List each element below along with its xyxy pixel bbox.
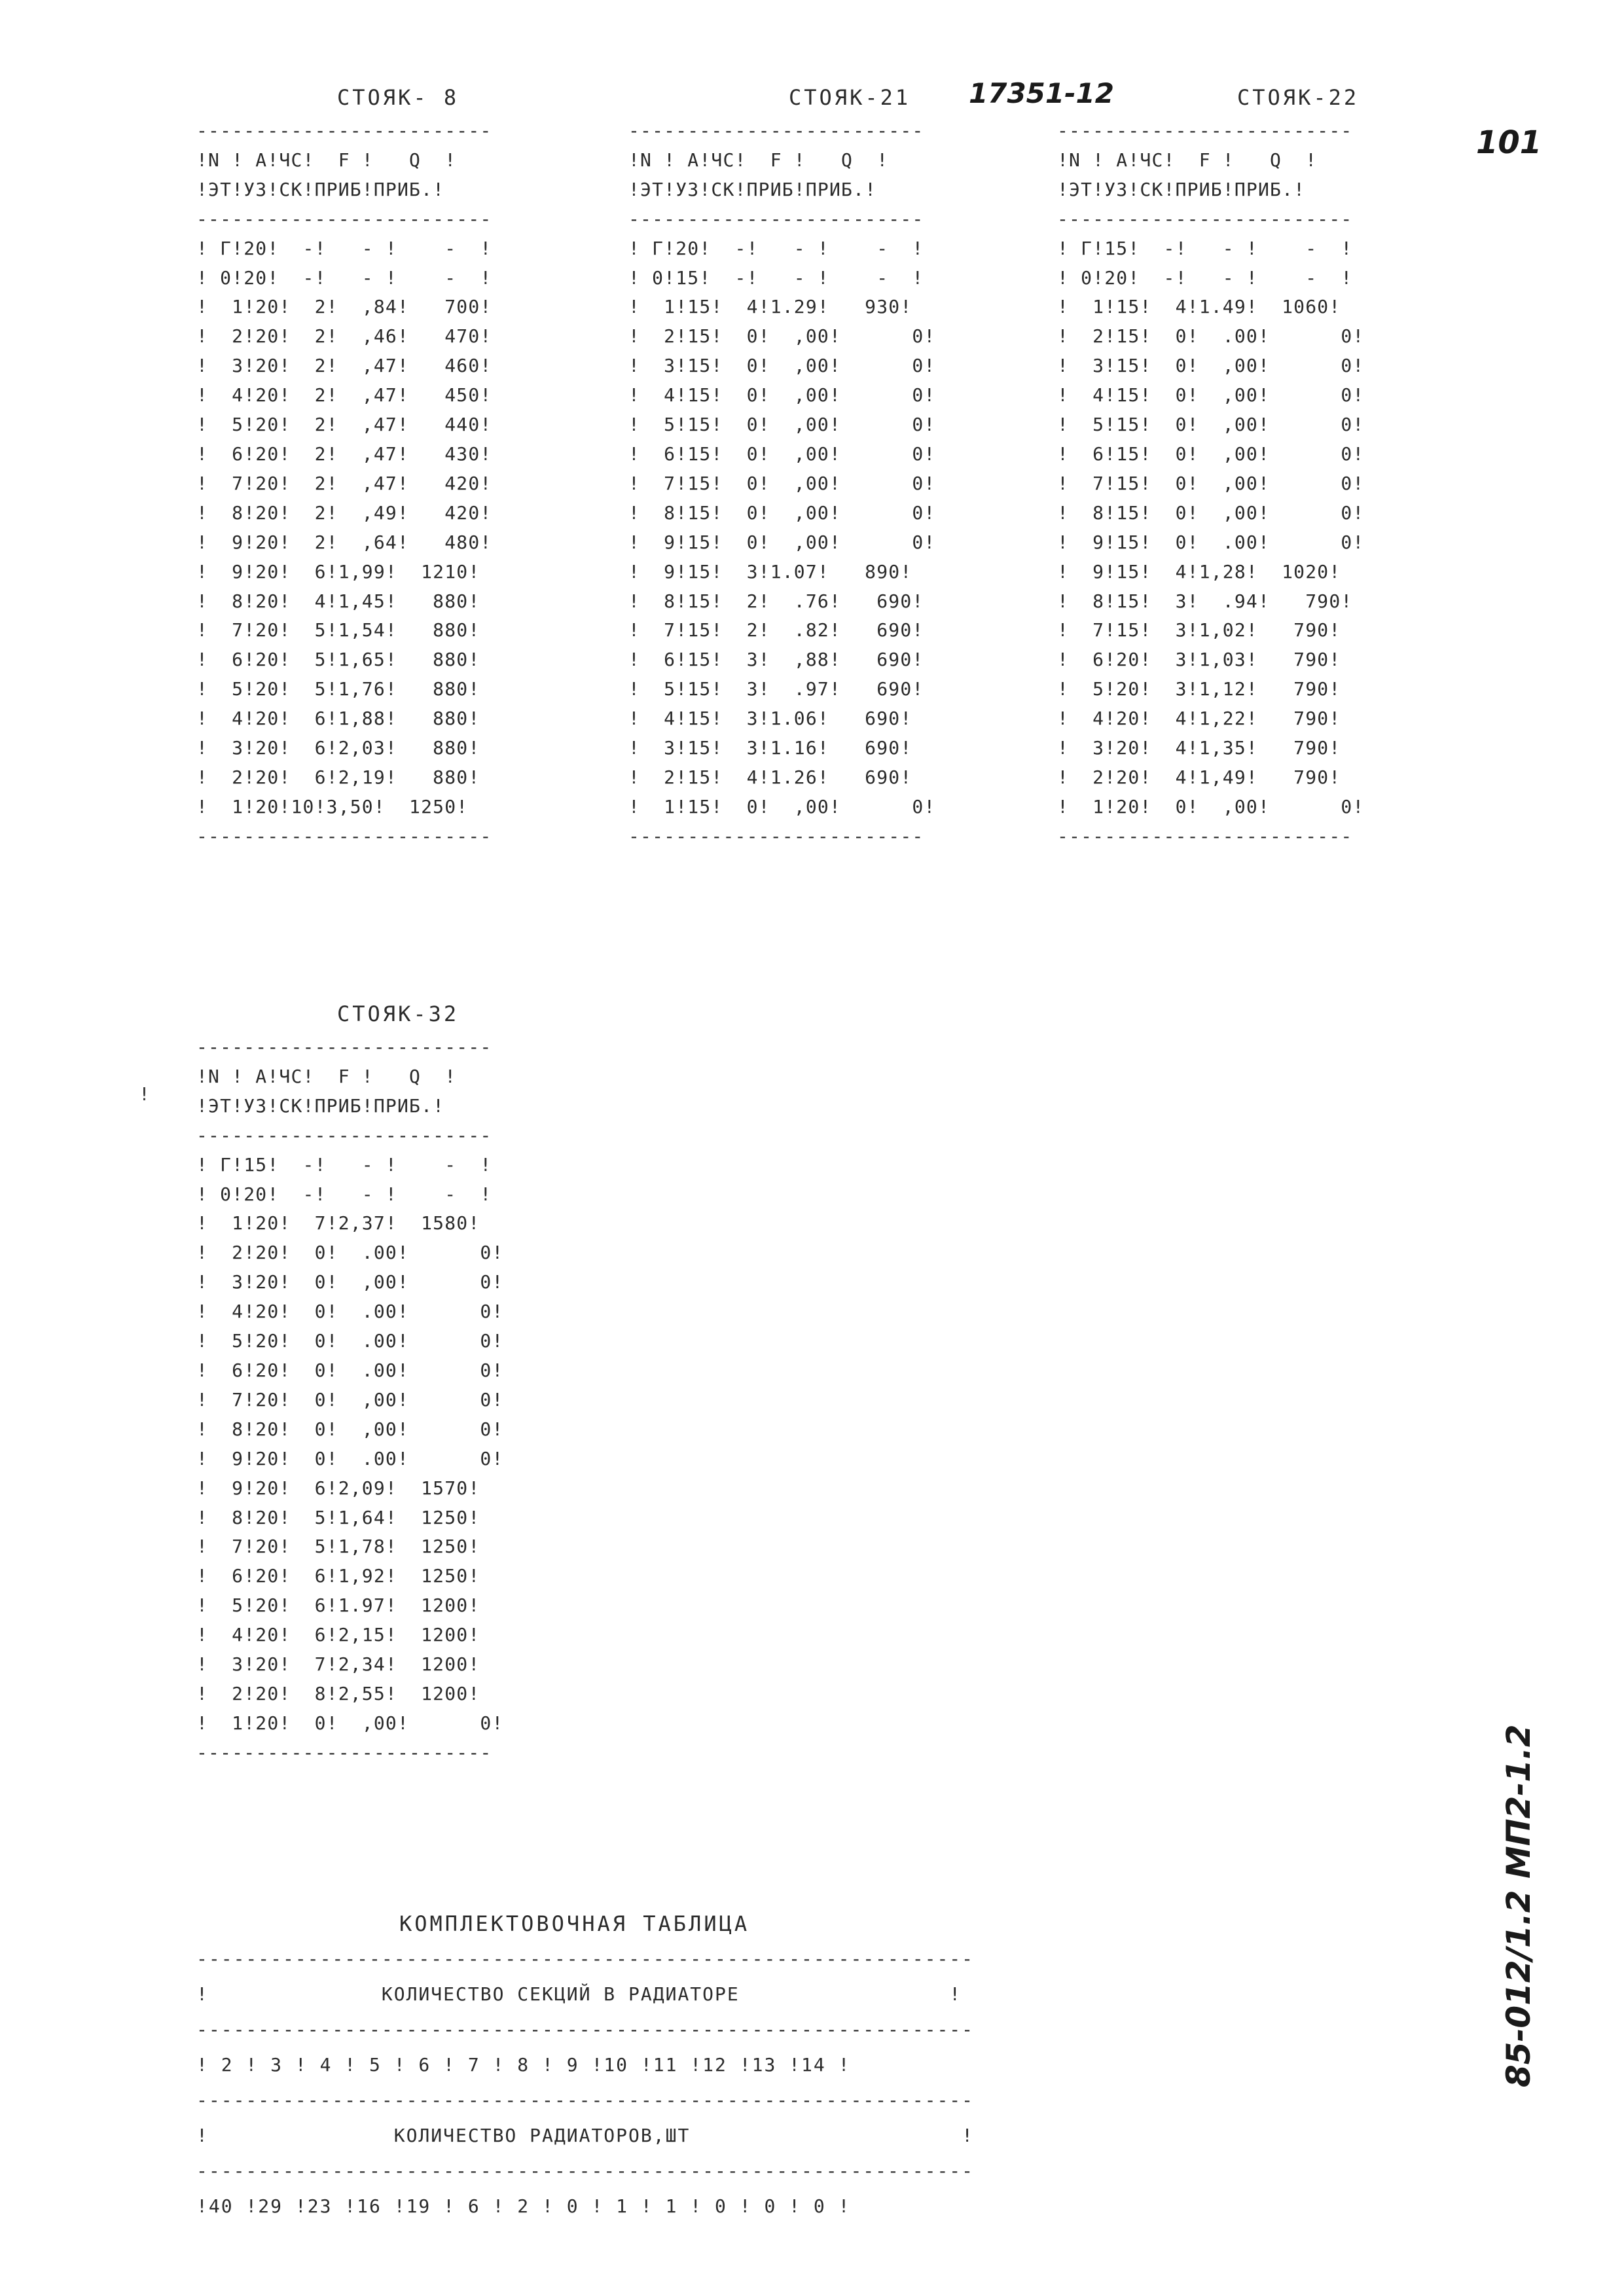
handwritten-doc-number: 17351-12 bbox=[969, 77, 1114, 109]
document-stamp: 85-012/1.2 МП2-1.2 bbox=[1500, 1724, 1538, 2087]
riser-22-table: ------------------------- !N ! А!ЧС! F ! Q ! !ЭТ!УЗ!СК!ПРИБ!ПРИБ.! ------------------------- ! Г!15! -! - ! - ! ! 0!20! -! - ! - ! ! 1!15! 4!1.49! 1060! ! 2!15! 0! .00! 0! ! 3!15! 0! ,00! 0! ! 4!15! 0! ,00! 0! ! 5!15! 0! ,00! 0! ! 6!15! 0! ,00! 0! ! 7!15! 0! ,00! 0! ! 8!15! 0! ,00! 0! ! 9!15! 0! .00! 0! ! 9!15! 4!1,28! 1020! ! 8!15! 3! .94! 790! ! 7!15! 3!1,02! 790! ! 6!20! 3!1,03! 790! ! 5!20! 3!1,12! 790! ! 4!20! 4!1,22! 790! ! 3!20! 4!1,35! 790! ! 2!20! 4!1,49! 790! ! 1!20! 0! ,00! 0! ------------------------- bbox=[1057, 120, 1365, 847]
summary-table: --------------------------------------------------------------- ! КОЛИЧЕСТВО СЕКЦИЙ В РАДИАТОРЕ ! --------------------------------------------------------------- ! 2 ! 3 ! 4 ! 5 ! 6 ! 7 ! 8 ! 9 !10 !11 !12 !13 !14 ! --------------------------------------------------------------- ! КОЛИЧЕСТВО РАДИАТОРОВ,ШТ ! --------------------------------------------------------------- !40 !29 !23 !16 !19 ! 6 ! 2 ! 0 ! 1 ! 1 ! 0 ! 0 ! 0 ! bbox=[196, 1948, 975, 2217]
riser-32-table: ------------------------- !N ! А!ЧС! F ! Q ! !ЭТ!УЗ!СК!ПРИБ!ПРИБ.! ------------------------- ! Г!15! -! - ! - ! ! 0!20! -! - ! - ! ! 1!20! 7!2,37! 1580! ! 2!20! 0! .00! 0! ! 3!20! 0! ,00! 0! ! 4!20! 0! .00! 0! ! 5!20! 0! .00! 0! ! 6!20! 0! .00! 0! ! 7!20! 0! ,00! 0! ! 8!20! 0! ,00! 0! ! 9!20! 0! .00! 0! ! 9!20! 6!2,09! 1570! ! 8!20! 5!1,64! 1250! ! 7!20! 5!1,78! 1250! ! 6!20! 6!1,92! 1250! ! 5!20! 6!1.97! 1200! ! 4!20! 6!2,15! 1200! ! 3!20! 7!2,34! 1200! ! 2!20! 8!2,55! 1200! ! 1!20! 0! ,00! 0! ------------------------- bbox=[196, 1036, 504, 1763]
riser-8-title: СТОЯК- 8 bbox=[337, 85, 460, 110]
riser-32-title: СТОЯК-32 bbox=[337, 1001, 460, 1026]
riser-22-title: СТОЯК-22 bbox=[1237, 85, 1360, 110]
handwritten-page-number: 101 bbox=[1476, 124, 1542, 161]
summary-title: КОМПЛЕКТОВОЧНАЯ ТАБЛИЦА bbox=[399, 1911, 750, 1936]
margin-mark: ! bbox=[139, 1083, 150, 1105]
riser-21-title: СТОЯК-21 bbox=[789, 85, 911, 110]
riser-21-table: ------------------------- !N ! А!ЧС! F ! Q ! !ЭТ!УЗ!СК!ПРИБ!ПРИБ.! ------------------------- ! Г!20! -! - ! - ! ! 0!15! -! - ! - ! ! 1!15! 4!1.29! 930! ! 2!15! 0! ,00! 0! ! 3!15! 0! ,00! 0! ! 4!15! 0! ,00! 0! ! 5!15! 0! ,00! 0! ! 6!15! 0! ,00! 0! ! 7!15! 0! ,00! 0! ! 8!15! 0! ,00! 0! ! 9!15! 0! ,00! 0! ! 9!15! 3!1.07! 890! ! 8!15! 2! .76! 690! ! 7!15! 2! .82! 690! ! 6!15! 3! ,88! 690! ! 5!15! 3! .97! 690! ! 4!15! 3!1.06! 690! ! 3!15! 3!1.16! 690! ! 2!15! 4!1.26! 690! ! 1!15! 0! ,00! 0! ------------------------- bbox=[628, 120, 936, 847]
riser-8-table: ------------------------- !N ! А!ЧС! F ! Q ! !ЭТ!УЗ!СК!ПРИБ!ПРИБ.! ------------------------- ! Г!20! -! - ! - ! ! 0!20! -! - ! - ! ! 1!20! 2! ,84! 700! ! 2!20! 2! ,46! 470! ! 3!20! 2! ,47! 460! ! 4!20! 2! ,47! 450! ! 5!20! 2! ,47! 440! ! 6!20! 2! ,47! 430! ! 7!20! 2! ,47! 420! ! 8!20! 2! ,49! 420! ! 9!20! 2! ,64! 480! ! 9!20! 6!1,99! 1210! ! 8!20! 4!1,45! 880! ! 7!20! 5!1,54! 880! ! 6!20! 5!1,65! 880! ! 5!20! 5!1,76! 880! ! 4!20! 6!1,88! 880! ! 3!20! 6!2,03! 880! ! 2!20! 6!2,19! 880! ! 1!20!10!3,50! 1250! ------------------------- bbox=[196, 120, 492, 847]
